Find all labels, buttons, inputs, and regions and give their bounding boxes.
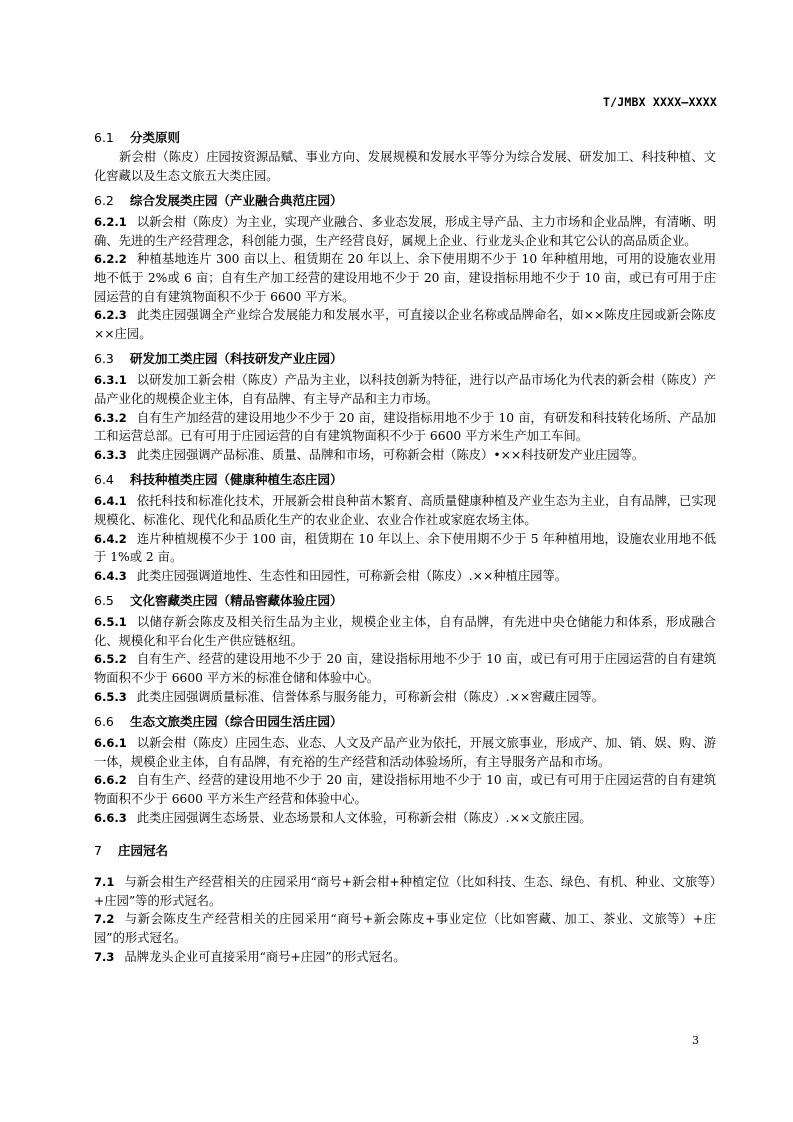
- clause-text: 自有生产、经营的建设用地不少于 20 亩，建设指标用地不少于 10 亩，或已有可用于庄园运营的自有建筑物面积不少于 6600 平方米的标准仓储和体验中心。: [94, 652, 716, 686]
- clause-text: 自有生产、经营的建设用地不少于 20 亩，建设指标用地不少于 10 亩，或已有可用于庄园运营的自有建筑物面积不少于 6600 平方米生产经营和体验中心。: [94, 773, 716, 807]
- section-heading: [94, 591, 716, 611]
- clause-paragraph: [94, 613, 716, 650]
- section-number: 7: [94, 843, 102, 859]
- clause-text: 此类庄园强调全产业综合发展能力和发展水平，可直接以企业名称或品牌命名，如××陈皮庄园或新会陈皮××庄园。: [94, 308, 716, 341]
- clause-text: 与新会陈皮生产经营相关的庄园采用“商号+新会陈皮+事业定位（比如窖藏、加工、茶业、文旅等）+庄园”的形式冠名。: [94, 912, 716, 945]
- clause-number: 6.3.1: [94, 373, 127, 388]
- clause-number: 7.3: [94, 949, 115, 964]
- section-number: 6.5: [94, 593, 114, 609]
- clause-paragraph: [94, 734, 716, 771]
- clause-text: 此类庄园强调生态场景、业态场景和人文体验，可称新会柑（陈皮）.××文旅庄园。: [136, 810, 592, 825]
- clause-text: 依托科技和标准化技术，开展新会柑良种苗木繁育、高质量健康种植及产业生态为主业，自有品牌，已实现规模化、标准化、现代化和品质化生产的农业企业、农业合作社或家庭农场主体。: [94, 494, 716, 527]
- section-heading: [94, 349, 716, 369]
- section-heading: [94, 128, 716, 148]
- clause-text: 新会柑（陈皮）庄园按资源品赋、事业方向、发展规模和发展水平等分为综合发展、研发加工、科技种植、文化窖藏以及生态文旅五大类庄园。: [94, 150, 716, 183]
- clause-paragraph: [94, 371, 716, 408]
- clause-paragraph: [94, 809, 716, 828]
- clause-number: 6.6.1: [94, 736, 127, 751]
- clause-paragraph: [94, 771, 716, 808]
- page-number: 3: [692, 1034, 699, 1047]
- clause-text: 以储存新会陈皮及相关衍生品为主业，规模企业主体，自有品牌，有先进中央仓储能力和体系，形成融合化、规模化和平台化生产供应链枢纽。: [94, 615, 716, 648]
- document-code: T/JMBX XXXX—XXXX: [603, 95, 717, 109]
- clause-text: 此类庄园强调产品标准、质量、品牌和市场，可称新会柑（陈皮）•××科技研发产业庄园等。: [136, 447, 645, 462]
- clause-paragraph: [94, 530, 716, 567]
- clause-text: 自有生产加经营的建设用地少不少于 20 亩，建设指标用地不少于 10 亩，有研发和科技转化场所、产品加工和运营总部。已有可用于庄园运营的自有建筑物面积不少于 6600 平方米生产加工车间。: [94, 410, 716, 444]
- clause-number: 6.5.1: [94, 615, 127, 630]
- document-body: [94, 128, 716, 966]
- clause-number: 6.5.2: [94, 652, 127, 667]
- clause-text: 以研发加工新会柑（陈皮）产品为主业，以科技创新为特征，进行以产品市场化为代表的新会柑（陈皮）产品产业化的规模企业主体，自有品牌、有主导产品和主力市场。: [94, 373, 716, 406]
- section-title: 庄园冠名: [118, 843, 169, 859]
- clause-paragraph: [94, 650, 716, 687]
- clause-paragraph: [94, 213, 716, 250]
- section-title: 分类原则: [130, 130, 181, 145]
- clause-paragraph: [94, 446, 716, 465]
- clause-text: 种植基地连片 300 亩以上、租赁期在 20 年以上、余下使用期不少于 10 年种植用地，可用的设施农业用地不低于 2%或 6 亩；自有生产加工经营的建设用地不少于 20 亩，建设指标用地不少于 10 亩，或已有可用于庄园运营的自有建筑物面积不少于 6600 平方米。: [94, 252, 716, 304]
- clause-number: 7.1: [94, 875, 115, 890]
- clause-paragraph: [94, 250, 716, 306]
- clause-paragraph: [94, 567, 716, 586]
- clause-number: 6.6.2: [94, 773, 127, 788]
- clause-text: 连片种植规模不少于 100 亩，租赁期在 10 年以上、余下使用期不少于 5 年种植用地，设施农业用地不低于 1%或 2 亩。: [94, 531, 716, 565]
- clause-text: 品牌龙头企业可直接采用“商号+庄园”的形式冠名。: [124, 949, 406, 964]
- clause-paragraph: [94, 306, 716, 343]
- section-title: 科技种植类庄园（健康种植生态庄园）: [130, 472, 343, 488]
- clause-number: 6.4.3: [94, 568, 127, 583]
- clause-number: 6.5.3: [94, 689, 127, 704]
- clause-paragraph: [94, 910, 716, 947]
- clause-paragraph: [94, 409, 716, 446]
- section-number: 6.6: [94, 714, 114, 730]
- clause-paragraph: [94, 873, 716, 910]
- clause-text: 与新会柑生产经营相关的庄园采用“商号+新会柑+种植定位（比如科技、生态、绿色、有机、种业、文旅等）+庄园”等的形式冠名。: [94, 875, 716, 908]
- section-number: 6.4: [94, 472, 114, 488]
- clause-number: 6.3.3: [94, 447, 127, 462]
- clause-text: 以新会柑（陈皮）庄园生态、业态、人文及产品产业为依托，开展文旅事业，形成产、加、销、娱、购、游一体，规模企业主体，自有品牌，有充裕的生产经营和活动体验场所，有主导服务产品和市场。: [94, 736, 716, 769]
- section-number: 6.2: [94, 193, 114, 209]
- clause-number: 6.4.1: [94, 494, 127, 509]
- clause-number: 6.2.1: [94, 215, 127, 230]
- clause-text: 此类庄园强调道地性、生态性和田园性，可称新会柑（陈皮）.××种植庄园等。: [136, 568, 568, 583]
- clause-paragraph: [94, 148, 716, 185]
- clause-number: 7.2: [94, 912, 115, 927]
- section-number: 6.1: [94, 130, 114, 145]
- clause-number: 6.3.2: [94, 410, 127, 425]
- clause-number: 6.2.2: [94, 252, 127, 267]
- section-number: 6.3: [94, 351, 114, 367]
- clause-text: 此类庄园强调质量标准、信誉体系与服务能力，可称新会柑（陈皮）.××窖藏庄园等。: [136, 689, 604, 704]
- clause-number: 6.6.3: [94, 810, 127, 825]
- section-title: 文化窖藏类庄园（精品窖藏体验庄园）: [130, 593, 343, 609]
- clause-paragraph: [94, 688, 716, 707]
- clause-paragraph: [94, 948, 716, 967]
- section-heading: [94, 712, 716, 732]
- section-title: 生态文旅类庄园（综合田园生活庄园）: [130, 714, 343, 730]
- clause-paragraph: [94, 492, 716, 529]
- section-heading: [94, 470, 716, 490]
- section-heading: [94, 841, 716, 861]
- clause-text: 以新会柑（陈皮）为主业，实现产业融合、多业态发展，形成主导产品、主力市场和企业品牌，有清晰、明确、先进的生产经营理念，科创能力强，生产经营良好，属规上企业、行业龙头企业和其它公认的高品质企业。: [94, 215, 716, 248]
- section-title: 研发加工类庄园（科技研发产业庄园）: [130, 351, 343, 367]
- section-title: 综合发展类庄园（产业融合典范庄园）: [130, 193, 343, 209]
- clause-number: 6.2.3: [94, 308, 127, 323]
- clause-number: 6.4.2: [94, 531, 127, 546]
- section-heading: [94, 191, 716, 211]
